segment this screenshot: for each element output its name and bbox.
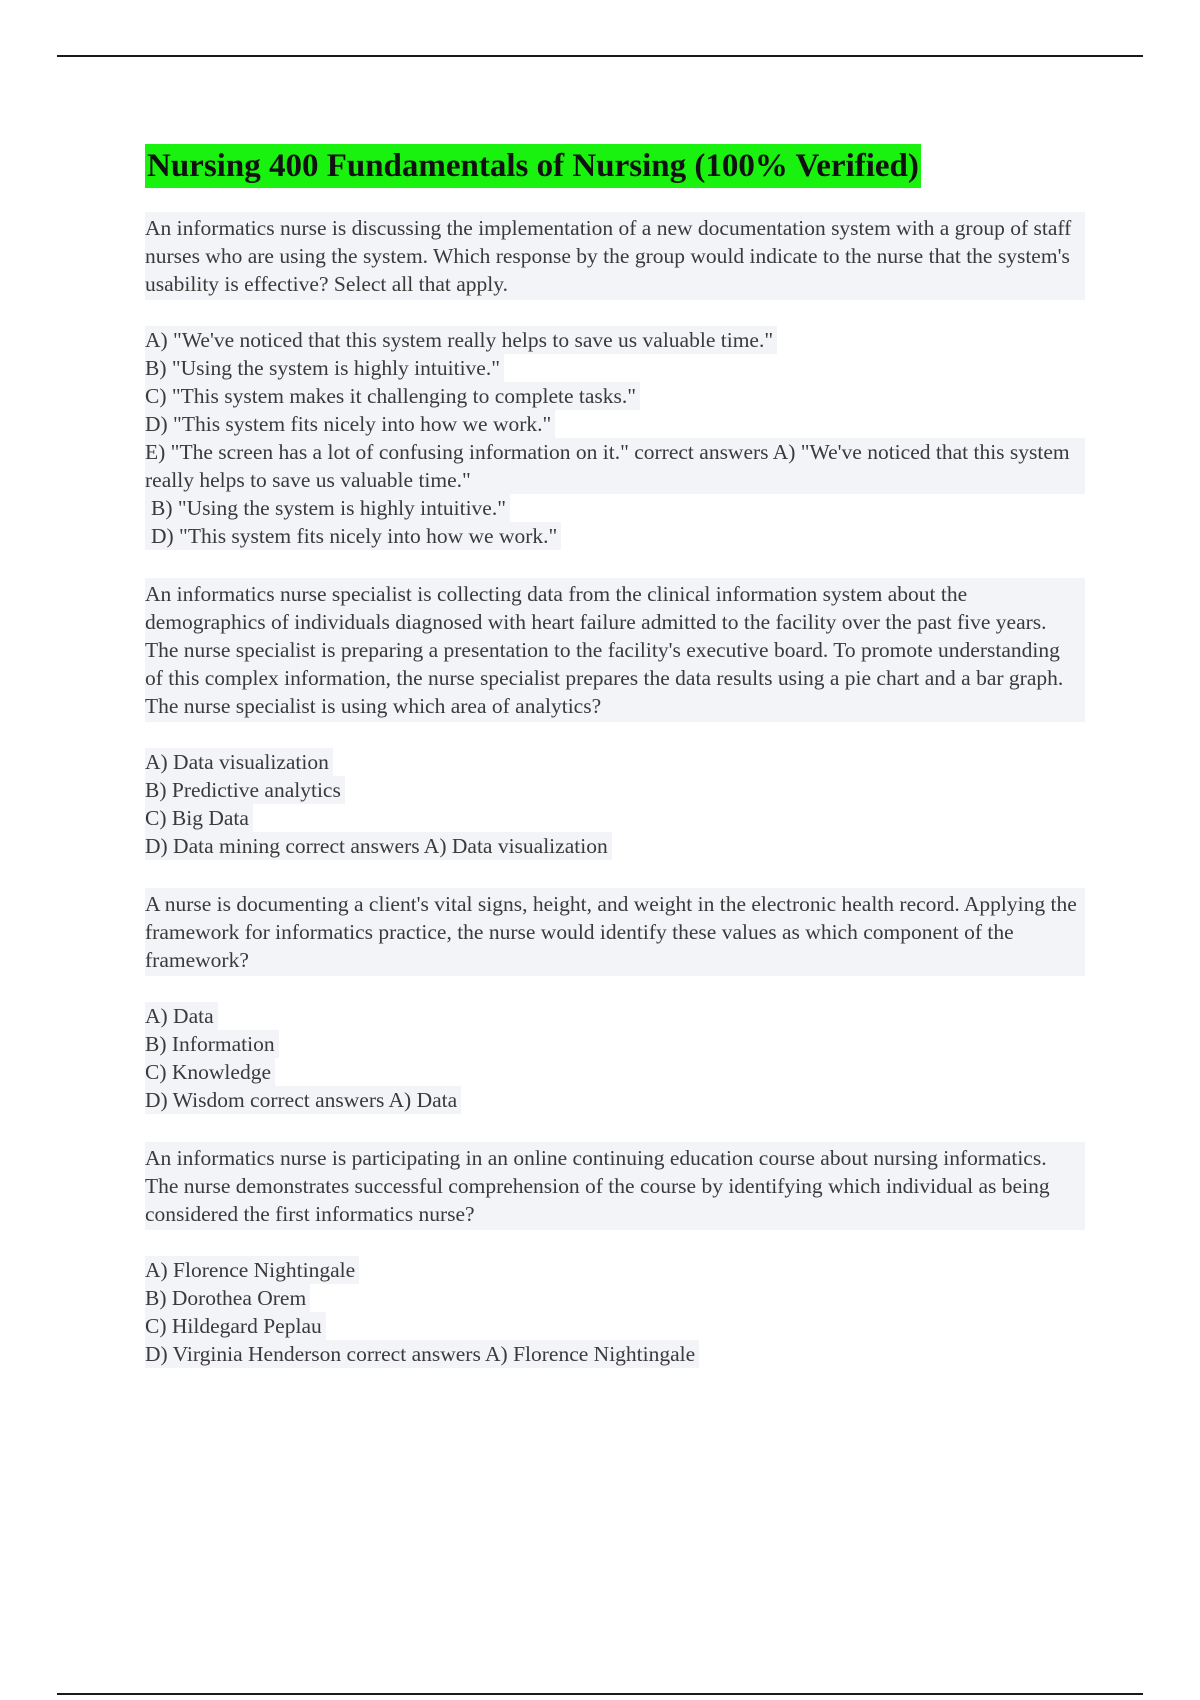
option-a: A) "We've noticed that this system really helps to save us valuable time." [145,326,777,354]
header-rule [57,55,1143,57]
question-1 [145,212,1085,550]
option-d-with-answer: D) Wisdom correct answers A) Data [145,1086,461,1114]
option-c: C) "This system makes it challenging to complete tasks." [145,382,640,410]
question-stem: An informatics nurse specialist is collecting data from the clinical information system about the demographics of individuals diagnosed with heart failure admitted to the facility over the past five years. The nurse specialist is preparing a presentation to the facility's executive board. To promote understanding of this complex information, the nurse specialist prepares the data results using a pie chart and a bar graph. The nurse specialist is using which area of analytics? [145,578,1085,722]
question-4 [145,1142,1085,1368]
question-2 [145,578,1085,860]
answer-line: B) "Using the system is highly intuitive." [145,494,510,522]
question-options [145,1002,1085,1114]
option-b: B) Predictive analytics [145,776,345,804]
option-d-with-answer: D) Data mining correct answers A) Data visualization [145,832,612,860]
option-d-with-answer: D) Virginia Henderson correct answers A) Florence Nightingale [145,1340,699,1368]
question-options [145,1256,1085,1368]
question-3 [145,888,1085,1114]
option-a: A) Florence Nightingale [145,1256,359,1284]
answer-line: D) "This system fits nicely into how we work." [145,522,561,550]
option-a: A) Data visualization [145,748,333,776]
footer-rule [57,1693,1143,1695]
option-e-with-answer: E) "The screen has a lot of confusing information on it." correct answers A) "We've noticed that this system really helps to save us valuable time." [145,438,1085,494]
option-b: B) "Using the system is highly intuitive." [145,354,504,382]
option-c: C) Big Data [145,804,253,832]
question-options [145,326,1085,550]
document-title: Nursing 400 Fundamentals of Nursing (100% Verified) [145,144,921,188]
option-a: A) Data [145,1002,218,1030]
option-c: C) Knowledge [145,1058,275,1086]
question-stem: An informatics nurse is participating in an online continuing education course about nursing informatics. The nurse demonstrates successful comprehension of the course by identifying which individual as being considered the first informatics nurse? [145,1142,1085,1230]
question-options [145,748,1085,860]
question-stem: A nurse is documenting a client's vital signs, height, and weight in the electronic health record. Applying the framework for informatics practice, the nurse would identify these values as which component of the framework? [145,888,1085,976]
option-d: D) "This system fits nicely into how we work." [145,410,555,438]
document-body [145,144,1085,1396]
option-b: B) Dorothea Orem [145,1284,310,1312]
option-c: C) Hildegard Peplau [145,1312,326,1340]
question-stem: An informatics nurse is discussing the implementation of a new documentation system with a group of staff nurses who are using the system. Which response by the group would indicate to the nurse that the system's usability is effective? Select all that apply. [145,212,1085,300]
option-b: B) Information [145,1030,279,1058]
